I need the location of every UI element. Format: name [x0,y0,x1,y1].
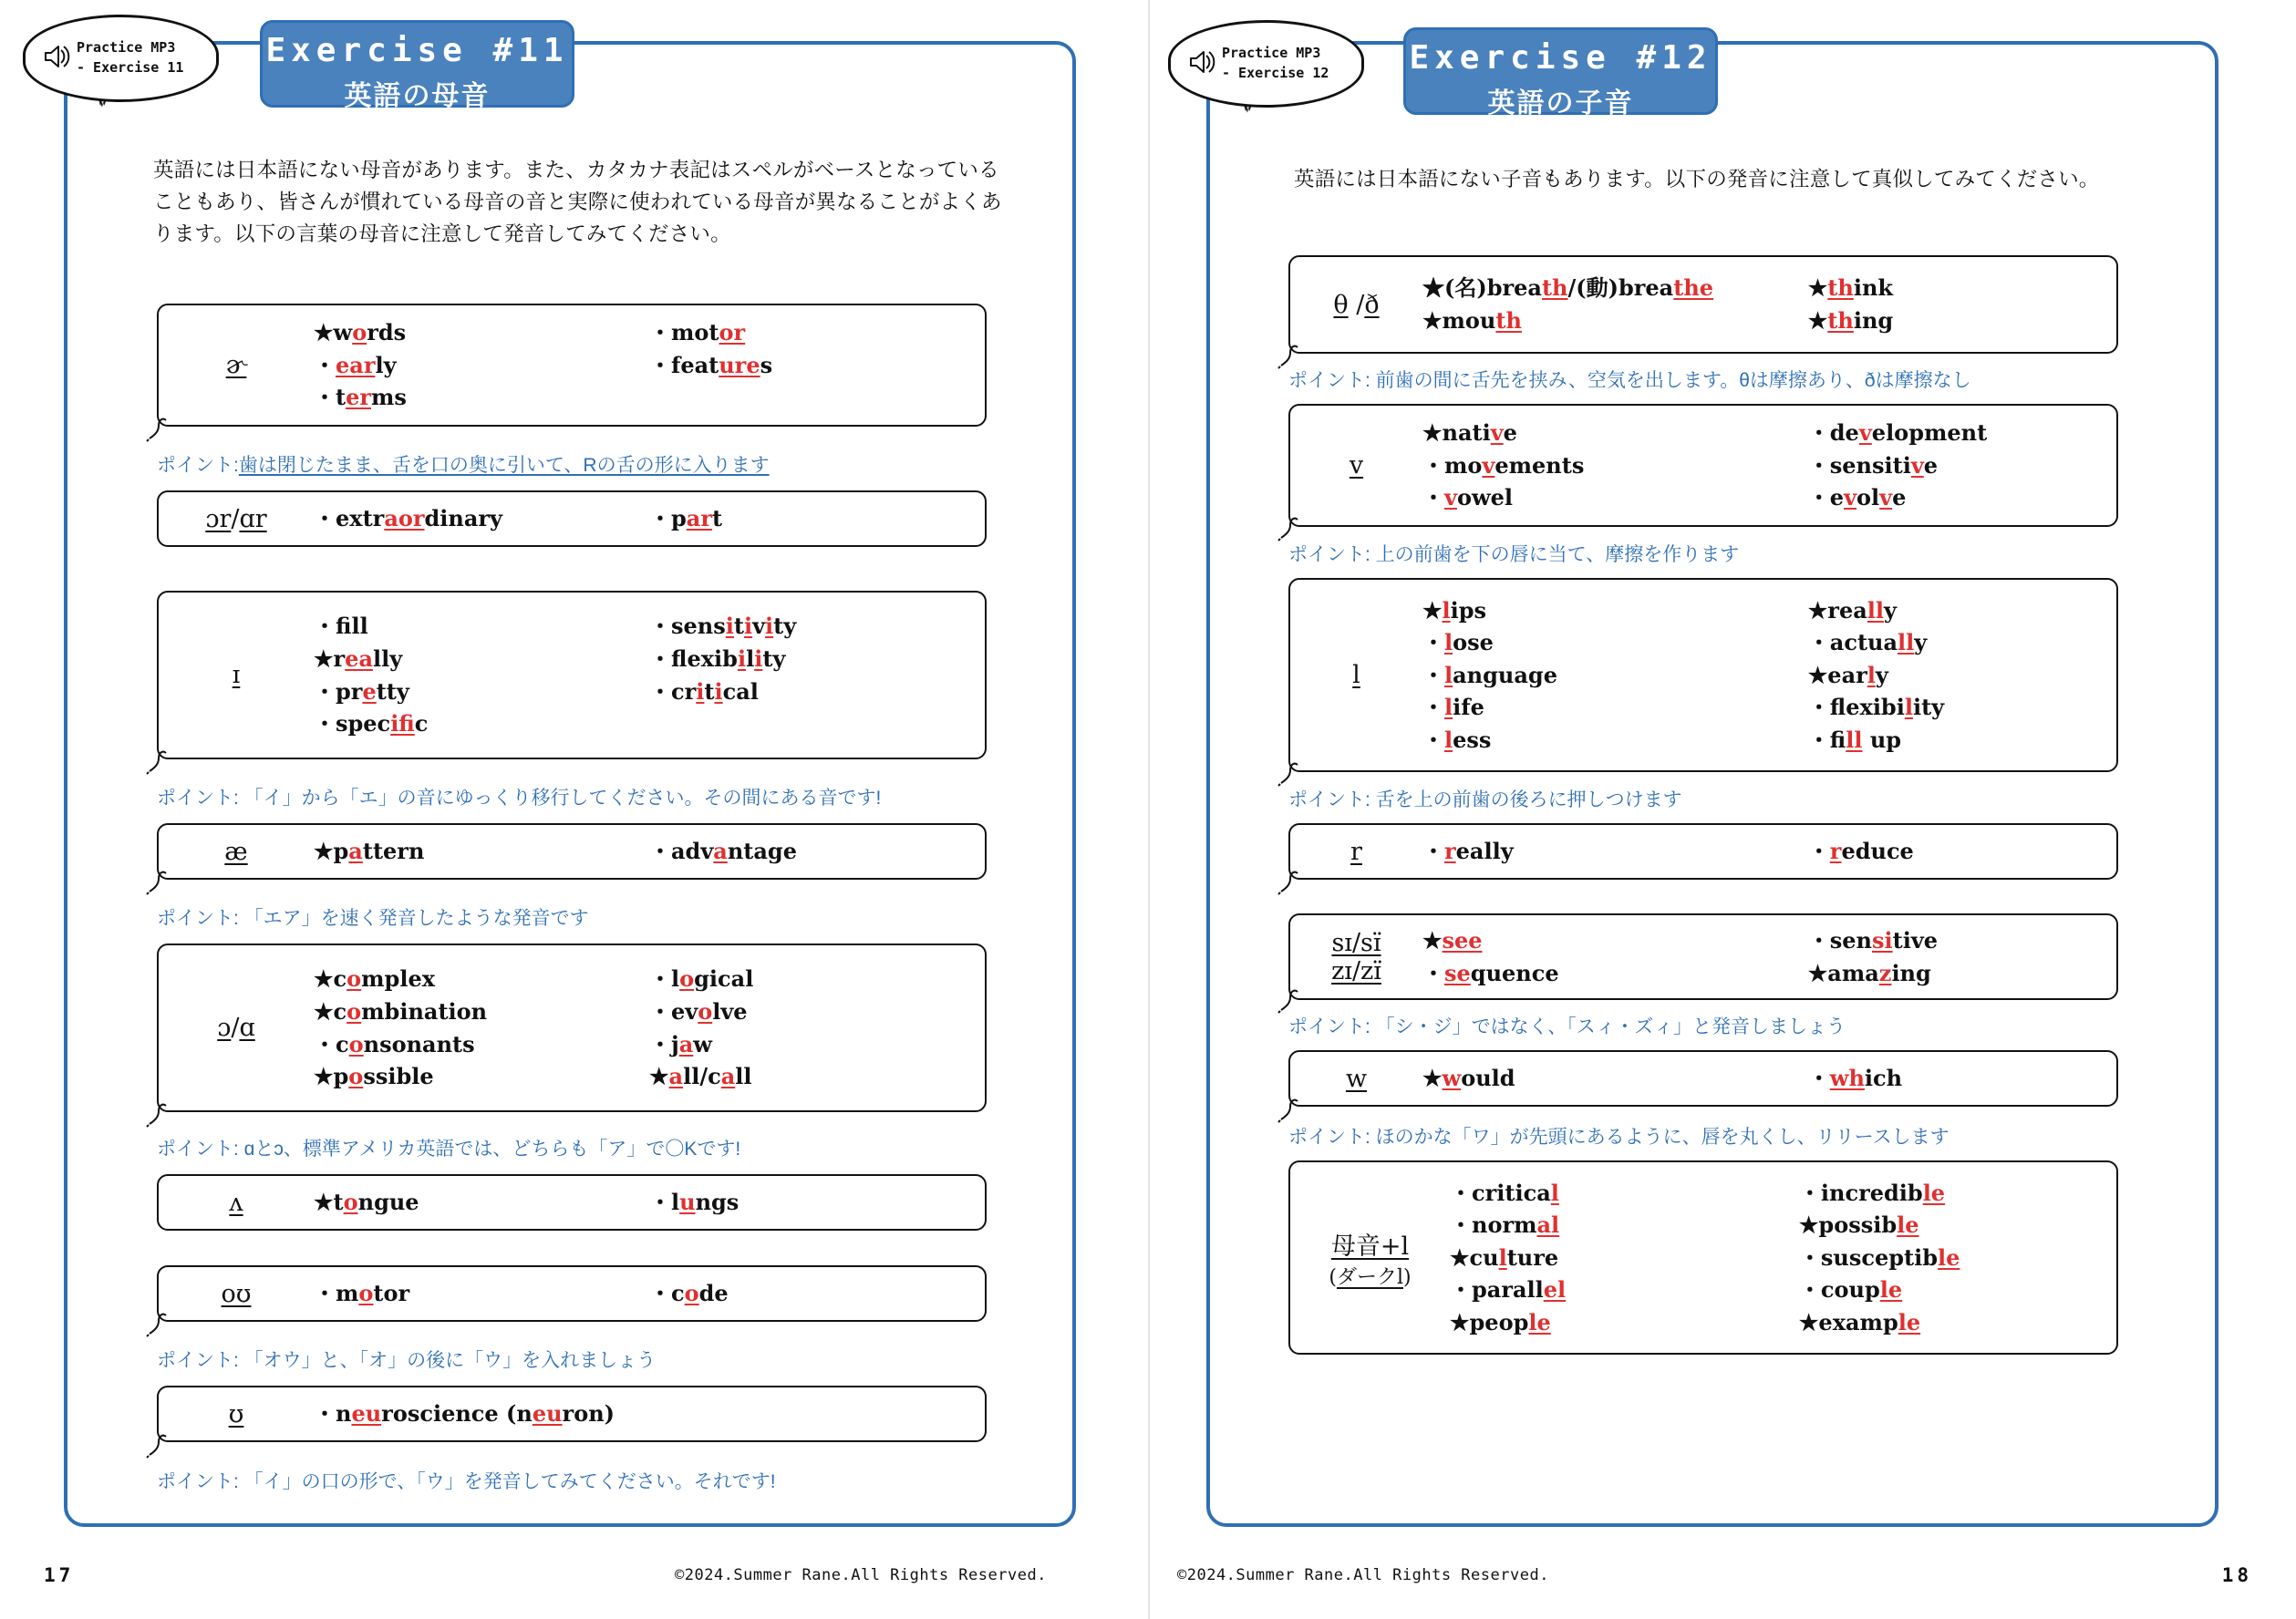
word-item: ・really [1422,838,1514,865]
word-box-6-left [157,1174,987,1231]
word-col-r2b [1808,417,2116,514]
word-item: ★lips [1422,596,1487,624]
word-item: ★see [1422,926,1483,954]
phoneme-symbol-6-left: ʌ [229,1188,243,1217]
speaker-icon [40,41,71,77]
word-item: ・motor [314,1280,410,1307]
ear-icon-3-right [1277,759,1301,787]
word-item: ・development [1807,419,1988,447]
word-col-r5b [1808,924,2116,989]
word-col-4a [314,835,649,868]
ear-icon-5-left [146,1100,170,1128]
word-box-2-left [157,490,987,547]
word-item: ・part [649,505,723,532]
point-5-left: ポイント: ɑとɔ、標準アメリカ英語では、どちらも「ア」で〇Kです! [157,1139,741,1160]
ear-icon-4-right [1277,868,1301,895]
word-item: ・sensitive [1807,451,1939,479]
word-col-r3b [1808,594,2116,757]
phoneme-symbol-3-right: l [1352,661,1360,689]
page-right [1148,0,2296,1619]
ear-icon-4-left [146,868,170,895]
word-item: ・evolve [1807,484,1907,511]
word-col-8b [649,1397,985,1430]
word-box-1-right [1288,255,2118,354]
word-box-8-left [157,1386,987,1442]
word-item: ・incredible [1798,1179,1946,1206]
word-item: ★combination [314,997,488,1025]
point-1-right: ポイント: 前歯の間に舌先を挟み、空気を出します。θは摩擦あり、ðは摩擦なし [1288,370,1971,391]
ear-icon-6-right [1277,1096,1301,1123]
mp3-badge-text-left [77,38,183,78]
word-col-6a [314,1186,649,1219]
exercise-title-right: Exercise #12 [1409,39,1712,77]
word-col-5b [649,963,985,1092]
word-item: ・pretty [314,677,409,705]
word-col-7b [649,1277,985,1310]
mp3-badge-right[interactable] [1168,20,1364,108]
word-item: ・couple [1798,1276,1903,1304]
word-item: ★tongue [314,1189,419,1216]
ear-icon-7-left [146,1310,170,1337]
page-number-left: 17 [44,1564,75,1586]
phoneme-symbol-2-right: v [1349,451,1364,480]
word-item: ★thing [1807,307,1894,334]
word-item: ・terms [314,384,407,411]
word-col-2a [314,502,649,535]
point-8-left: ポイント: 「イ」の口の形で、「ウ」を発音してみてください。それです! [157,1471,776,1492]
word-item: ・actually [1807,629,1928,656]
ear-icon-3-left [146,748,170,775]
point-1-left: ポイント:歯は閉じたまま、舌を口の奥に引いて、Rの舌の形に入ります [157,455,770,476]
word-item: ・extraordinary [314,505,503,532]
intro-paragraph-right: 英語には日本語にない子音もあります。以下の発音に注意して真似してみてください。 [1294,168,2100,191]
word-item: ・neuroscience (neuron) [314,1400,615,1428]
word-item: ・features [649,351,773,378]
mp3-line1-left: Practice MP3 [77,39,176,57]
word-item: ・fll [314,613,368,640]
exercise-title-left: Exercise #11 [265,32,569,69]
phoneme-symbol-2-left: ɔr/ɑr [205,504,267,533]
word-col-4b [649,835,985,868]
word-item: ★really [1807,596,1897,624]
exercise-banner-left [260,20,574,111]
phoneme-symbol-7-left: oʊ [221,1279,252,1308]
word-box-6-right [1288,1050,2118,1107]
word-item: ・less [1422,726,1492,753]
page-number-right: 18 [2221,1564,2252,1586]
exercise-subtitle-left: 英語の母音 [344,81,491,111]
word-col-r2a [1422,417,1808,514]
word-item: ・advantage [649,838,797,865]
word-item: ・critical [1450,1179,1559,1206]
speaker-icon [1185,46,1216,82]
word-item: ・which [1807,1065,1903,1092]
point-2-right: ポイント: 上の前歯を下の唇に当て、摩擦を作ります [1288,544,1740,565]
word-item: ★culture [1450,1243,1559,1271]
word-item: ・flexibility [649,645,786,672]
phoneme-symbol-3-left: ɪ [232,661,241,689]
word-col-1b [649,316,985,414]
word-item: ★(名)breath/(動)breathe [1422,274,1714,302]
point-6-right: ポイント: ほのかな「ワ」が先頭にあるように、唇を丸くし、リリースします [1288,1127,1950,1148]
word-col-5a [314,963,649,1092]
word-box-5-left [157,944,987,1112]
word-item: ★complex [314,965,436,993]
word-item: ・sequence [1422,959,1559,986]
word-col-r7b [1799,1177,2116,1339]
phoneme-symbol-5-left: ɔ/ɑ [217,1014,255,1042]
word-col-r6a [1422,1062,1808,1095]
word-box-2-right [1288,404,2118,527]
word-item: ★all/call [649,1063,752,1090]
word-item: ★mouth [1422,307,1522,334]
word-col-r4b [1808,835,2116,868]
word-item: ★think [1807,274,1894,302]
word-col-r5a [1422,924,1808,989]
word-item: ・fexibility [1807,694,1945,721]
ear-icon-1-left [146,415,170,442]
word-col-7a [314,1277,649,1310]
word-item: ・parallel [1450,1276,1567,1304]
point-7-left: ポイント: 「オウ」と、「オ」の後に「ウ」を入れましょう [157,1350,657,1371]
exercise-subtitle-right: 英語の子音 [1487,88,1634,119]
word-item: ・vowel [1422,484,1514,511]
word-col-r6b [1808,1062,2116,1095]
word-item: ・susceptible [1798,1243,1960,1271]
word-item: ★possible [314,1063,434,1090]
word-item: ★would [1422,1065,1515,1092]
ear-icon-1-right [1277,342,1301,369]
word-col-r1a [1422,272,1808,336]
word-item: ・life [1422,694,1484,721]
word-item: ★amazing [1807,959,1931,986]
phoneme-symbol-1-right: θ /ð [1333,290,1380,319]
word-col-8a [314,1397,649,1430]
word-item: ★really [314,645,403,672]
word-col-1a [314,316,649,414]
ear-icon-5-right [1277,986,1301,1014]
phoneme-symbol-1-left: ɚ [225,351,247,379]
word-box-7-left [157,1265,987,1322]
exercise-banner-right [1403,27,1718,119]
word-item: ・language [1422,661,1557,688]
word-col-2b [649,502,985,535]
word-item: ・specific [314,710,429,737]
word-col-r1b [1808,272,2116,336]
word-col-r3a [1422,594,1808,757]
word-item: ・sensitivity [649,613,797,640]
ear-icon-2-right [1277,514,1301,541]
word-item: ★people [1450,1308,1551,1335]
phoneme-symbol-8-left: ʊ [228,1399,244,1428]
word-box-5-right [1288,913,2118,1000]
word-item: ★early [1807,661,1888,688]
word-item: ・lose [1422,629,1494,656]
phoneme-symbol-4-left: æ [224,837,248,866]
word-col-3b [649,610,985,739]
intro-paragraph-left: 英語には日本語にない母音があります。また、カタカナ表記はスペルがベースとなっていることもあり、皆さんが慣れている母音の音と実際に使われている母音が異なることがよくあります。以下の言葉の母音に注意して発音してみてください。 [153,159,1002,245]
word-box-4-left [157,823,987,880]
mp3-line1-right: Practice MP3 [1222,45,1321,62]
word-item: ・movements [1422,451,1585,479]
point-5-right: ポイント: 「シ・ジ」ではなく、「スィ・ズィ」と発音しましょう [1288,1016,1846,1037]
word-item: ・critical [649,677,759,705]
word-box-7-right [1288,1160,2118,1355]
word-item: ・consonants [314,1030,475,1057]
word-item: ・code [649,1280,729,1307]
mp3-line2-right: - Exercise 12 [1222,65,1329,81]
ear-icon-8-left [146,1431,170,1459]
footer-copyright-right: ©2024.Summer Rane.All Rights Reserved. [1177,1566,1549,1584]
point-3-right: ポイント: 舌を上の前歯の後ろに押しつけます [1288,789,1682,810]
word-item: ・sensitive [1807,926,1939,954]
footer-copyright-left: ©2024.Summer Rane.All Rights Reserved. [675,1566,1047,1584]
word-item: ・normal [1450,1212,1560,1239]
mp3-badge-left[interactable] [23,15,219,102]
word-item: ★native [1422,419,1517,447]
word-item: ・fill up [1807,726,1902,753]
point-3-left: ポイント: 「イ」から「エ」の音にゆっくり移行してください。その間にある音です! [157,788,882,809]
mp3-line2-left: - Exercise 11 [77,59,184,76]
word-item: ・logical [649,965,754,993]
word-item: ・reduce [1807,838,1914,865]
word-item: ・evolve [649,997,748,1025]
word-col-r4a [1422,835,1808,868]
word-item: ・motor [649,319,746,346]
word-item: ・lungs [649,1189,739,1216]
word-box-3-right [1288,578,2118,772]
word-item: ★example [1798,1308,1921,1335]
word-item: ・jaw [649,1030,712,1057]
word-box-4-right [1288,823,2118,880]
word-col-6b [649,1186,985,1219]
phoneme-symbol-7-right: 母音+l (ダークl) [1329,1232,1412,1289]
word-item: ・early [314,351,397,378]
word-box-1-left [157,304,987,427]
phoneme-symbol-4-right: r [1350,837,1362,866]
word-item: ★pattern [314,838,425,865]
mp3-badge-text-right [1222,44,1329,84]
word-col-3a [314,610,649,739]
word-col-r7a [1450,1177,1799,1339]
point-4-left: ポイント: 「エア」を速く発音したような発音です [157,908,589,929]
word-item: ★possible [1798,1212,1919,1239]
word-item: ★words [314,319,407,346]
phoneme-symbol-5-right: sɪ/sɪ̈ zɪ/zɪ̈ [1331,928,1381,985]
word-box-3-left [157,591,987,759]
phoneme-symbol-6-right: w [1345,1064,1368,1093]
